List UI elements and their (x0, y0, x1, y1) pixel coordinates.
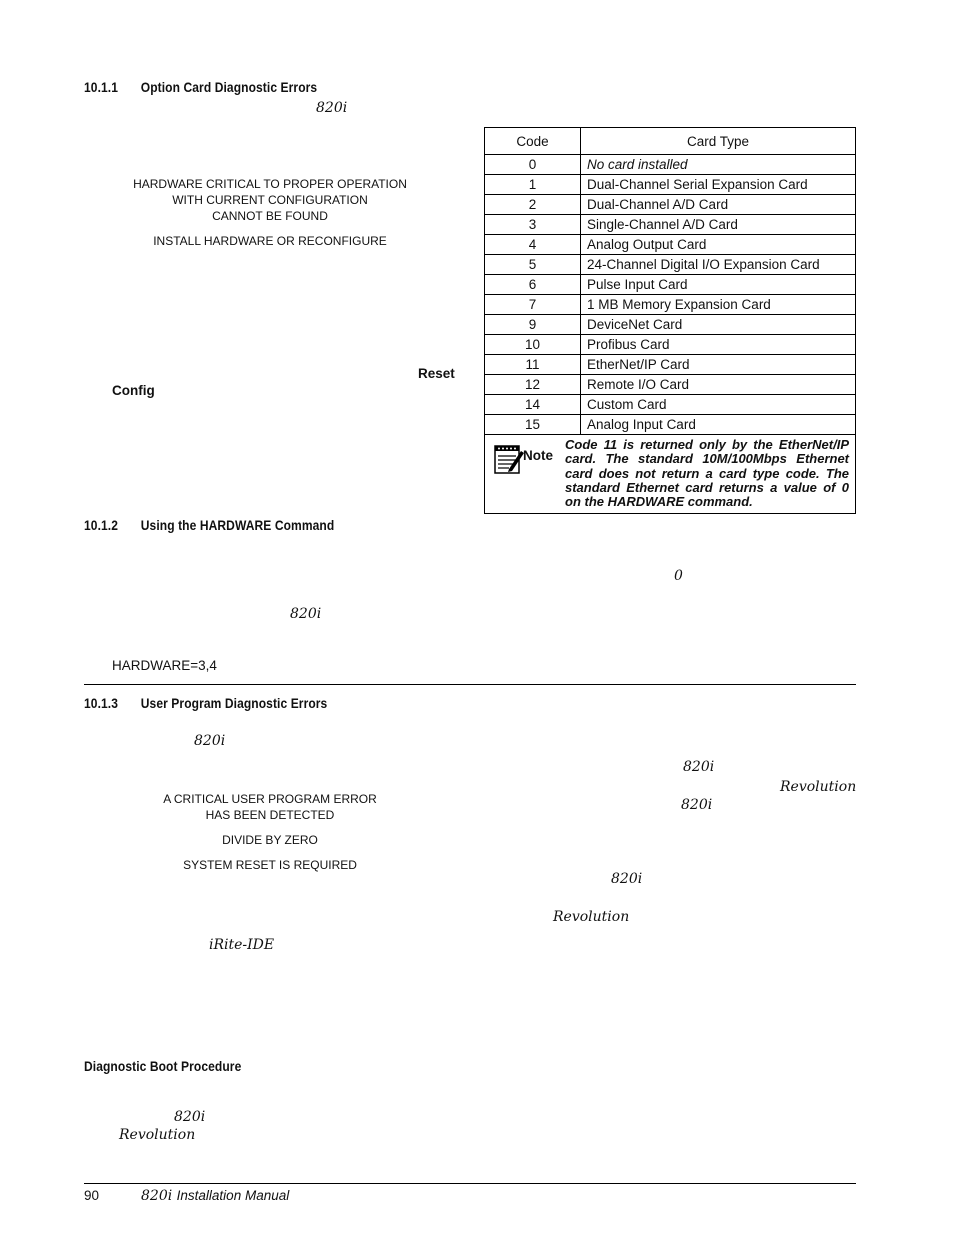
table-row (485, 175, 856, 195)
section-divider (84, 684, 856, 685)
message-line: CANNOT BE FOUND (212, 209, 328, 223)
table-row (485, 295, 856, 315)
revolution-name: Revolution (553, 909, 630, 925)
code-cell: 15 (485, 415, 581, 435)
card-type-cell: 1 MB Memory Expansion Card (581, 295, 856, 315)
model-name: 820i (290, 606, 322, 622)
card-type-cell: EtherNet/IP Card (581, 355, 856, 375)
table-row (485, 275, 856, 295)
section-title: User Program Diagnostic Errors (140, 695, 328, 711)
section-title: Using the HARDWARE Command (140, 517, 335, 533)
card-type-cell: No card installed (581, 155, 856, 175)
table-row (485, 355, 856, 375)
note-row (485, 435, 856, 514)
section-number: 10.1.2 (84, 517, 118, 533)
message-line: HAS BEEN DETECTED (205, 808, 335, 822)
card-type-cell: Dual-Channel Serial Expansion Card (581, 175, 856, 195)
code-cell: 0 (485, 155, 581, 175)
message-line: WITH CURRENT CONFIGURATION (172, 193, 368, 207)
page-number: 90 (84, 1188, 100, 1203)
hardware-error-message (100, 176, 440, 249)
irite-ide-name: iRite-IDE (209, 937, 275, 953)
model-name: 820i (174, 1109, 206, 1125)
table-row (485, 415, 856, 435)
table-row (485, 235, 856, 255)
code-cell: 5 (485, 255, 581, 275)
table-row (485, 255, 856, 275)
card-type-cell: Pulse Input Card (581, 275, 856, 295)
code-cell: 10 (485, 335, 581, 355)
message-line: INSTALL HARDWARE OR RECONFIGURE (153, 234, 387, 248)
code-cell: 6 (485, 275, 581, 295)
model-name: 820i (611, 871, 643, 887)
message-line: DIVIDE BY ZERO (222, 833, 318, 847)
table-row (485, 195, 856, 215)
table-row (485, 375, 856, 395)
section-heading-10-1-2 (84, 517, 334, 533)
card-type-cell: Remote I/O Card (581, 375, 856, 395)
card-type-cell: 24-Channel Digital I/O Expansion Card (581, 255, 856, 275)
code-cell: 9 (485, 315, 581, 335)
model-name: 820i (683, 759, 715, 775)
note-label: Note (523, 448, 553, 463)
revolution-name: Revolution (780, 779, 857, 795)
code-cell: 4 (485, 235, 581, 255)
table-header-row (485, 128, 856, 155)
model-name: 820i (194, 733, 226, 749)
card-type-cell: Dual-Channel A/D Card (581, 195, 856, 215)
footer-manual-title: Installation Manual (176, 1188, 290, 1203)
card-type-cell: Custom Card (581, 395, 856, 415)
model-name: 820i (316, 100, 348, 116)
table-row (485, 395, 856, 415)
table-row (485, 335, 856, 355)
note-text: Code 11 is returned only by the EtherNet/IP card. The standard 10M/100Mbps Ethernet card does not return a card type code. The standard Ethernet card returns a value of 0 on the HARDWARE command. (565, 437, 849, 510)
section-number: 10.1.1 (84, 79, 118, 95)
section-heading-10-1-1 (84, 79, 317, 95)
card-type-cell: Analog Input Card (581, 415, 856, 435)
section-heading-10-1-3 (84, 695, 327, 711)
program-error-message (100, 791, 440, 873)
value-zero: 0 (674, 568, 683, 584)
config-key-label: Config (112, 383, 155, 398)
column-header-card-type: Card Type (581, 128, 856, 155)
message-line: HARDWARE CRITICAL TO PROPER OPERATION (133, 177, 407, 191)
code-cell: 11 (485, 355, 581, 375)
table-row (485, 315, 856, 335)
footer-title (141, 1187, 289, 1205)
note-cell (485, 435, 856, 514)
section-number: 10.1.3 (84, 695, 118, 711)
footer-model: 820i (141, 1188, 173, 1204)
code-cell: 3 (485, 215, 581, 235)
section-title: Option Card Diagnostic Errors (140, 79, 318, 95)
hardware-command-example: HARDWARE=3,4 (112, 658, 217, 673)
code-cell: 2 (485, 195, 581, 215)
subsection-heading-diagnostic-boot: Diagnostic Boot Procedure (84, 1058, 242, 1074)
card-type-cell: Single-Channel A/D Card (581, 215, 856, 235)
message-line: A CRITICAL USER PROGRAM ERROR (163, 792, 377, 806)
card-type-cell: DeviceNet Card (581, 315, 856, 335)
revolution-name: Revolution (119, 1127, 196, 1143)
column-header-code: Code (485, 128, 581, 155)
footer-rule (84, 1183, 856, 1184)
table-row (485, 155, 856, 175)
reset-key-label: Reset (418, 366, 455, 381)
code-cell: 7 (485, 295, 581, 315)
card-type-cell: Analog Output Card (581, 235, 856, 255)
table-row (485, 215, 856, 235)
code-cell: 14 (485, 395, 581, 415)
code-cell: 12 (485, 375, 581, 395)
code-cell: 1 (485, 175, 581, 195)
card-type-cell: Profibus Card (581, 335, 856, 355)
card-type-table (484, 127, 856, 514)
message-line: SYSTEM RESET IS REQUIRED (183, 858, 357, 872)
model-name: 820i (681, 797, 713, 813)
